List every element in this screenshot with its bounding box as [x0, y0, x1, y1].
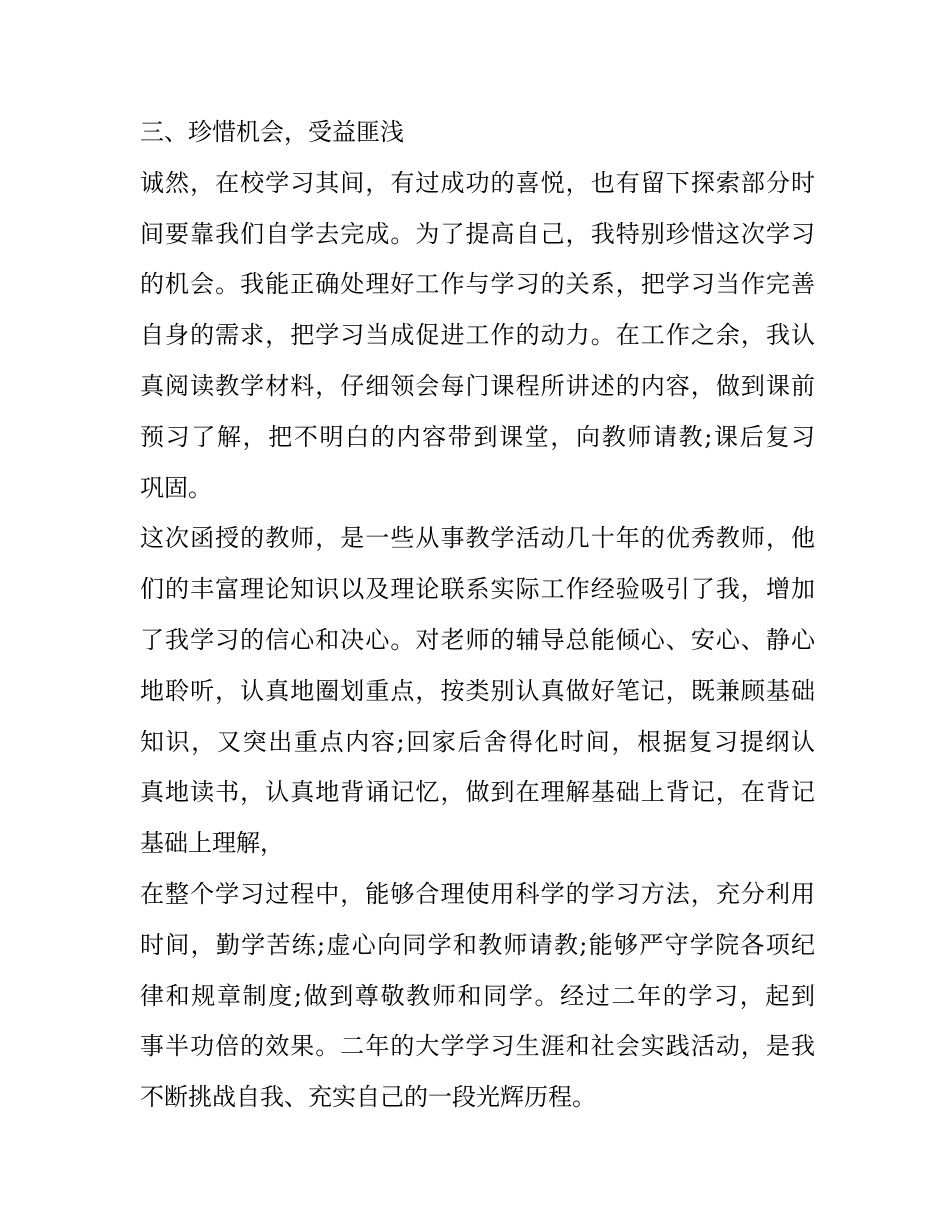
- paragraph-line: 自身的需求，把学习当成促进工作的动力。在工作之余，我认: [140, 321, 815, 350]
- paragraph-1: [140, 158, 815, 514]
- paragraph-line: 不断挑战自我、充实自己的一段光辉历程。: [140, 1083, 596, 1112]
- paragraph-2: [140, 513, 815, 869]
- paragraph-line: 这次函授的教师，是一些从事教学活动几十年的优秀教师，他: [140, 524, 815, 553]
- paragraph-line: 在整个学习过程中，能够合理使用科学的学习方法，充分利用: [140, 879, 815, 908]
- paragraph-line: 基础上理解，: [140, 829, 284, 858]
- paragraph-line: 知识，又突出重点内容;回家后舍得化时间，根据复习提纲认: [140, 727, 815, 756]
- paragraph-line: 预习了解，把不明白的内容带到课堂，向教师请教;课后复习: [140, 422, 815, 451]
- paragraph-line: 时间，勤学苦练;虚心向同学和教师请教;能够严守学院各项纪: [140, 930, 815, 959]
- paragraph-line: 真阅读教学材料，仔细领会每门课程所讲述的内容，做到课前: [140, 371, 815, 400]
- paragraph-line: 事半功倍的效果。二年的大学学习生涯和社会实践活动，是我: [140, 1032, 815, 1061]
- paragraph-line: 真地读书，认真地背诵记忆，做到在理解基础上背记，在背记: [140, 778, 815, 807]
- section-heading: 三、珍惜机会，受益匪浅: [140, 118, 404, 146]
- paragraph-line: 了我学习的信心和决心。对老师的辅导总能倾心、安心、静心: [140, 625, 815, 654]
- paragraph-line: 诚然，在校学习其间，有过成功的喜悦，也有留下探索部分时: [140, 168, 815, 197]
- paragraph-3: [140, 869, 815, 1123]
- paragraph-line: 们的丰富理论知识以及理论联系实际工作经验吸引了我，增加: [140, 575, 815, 604]
- paragraph-line: 的机会。我能正确处理好工作与学习的关系，把学习当作完善: [140, 270, 815, 299]
- document-body: [140, 107, 815, 1123]
- paragraph-line: 间要靠我们自学去完成。为了提高自己，我特别珍惜这次学习: [140, 219, 815, 248]
- paragraph-line: 律和规章制度;做到尊敬教师和同学。经过二年的学习，起到: [140, 981, 815, 1010]
- paragraph-line: 巩固。: [140, 473, 212, 502]
- paragraph-line: 地聆听，认真地圈划重点，按类别认真做好笔记，既兼顾基础: [140, 676, 815, 705]
